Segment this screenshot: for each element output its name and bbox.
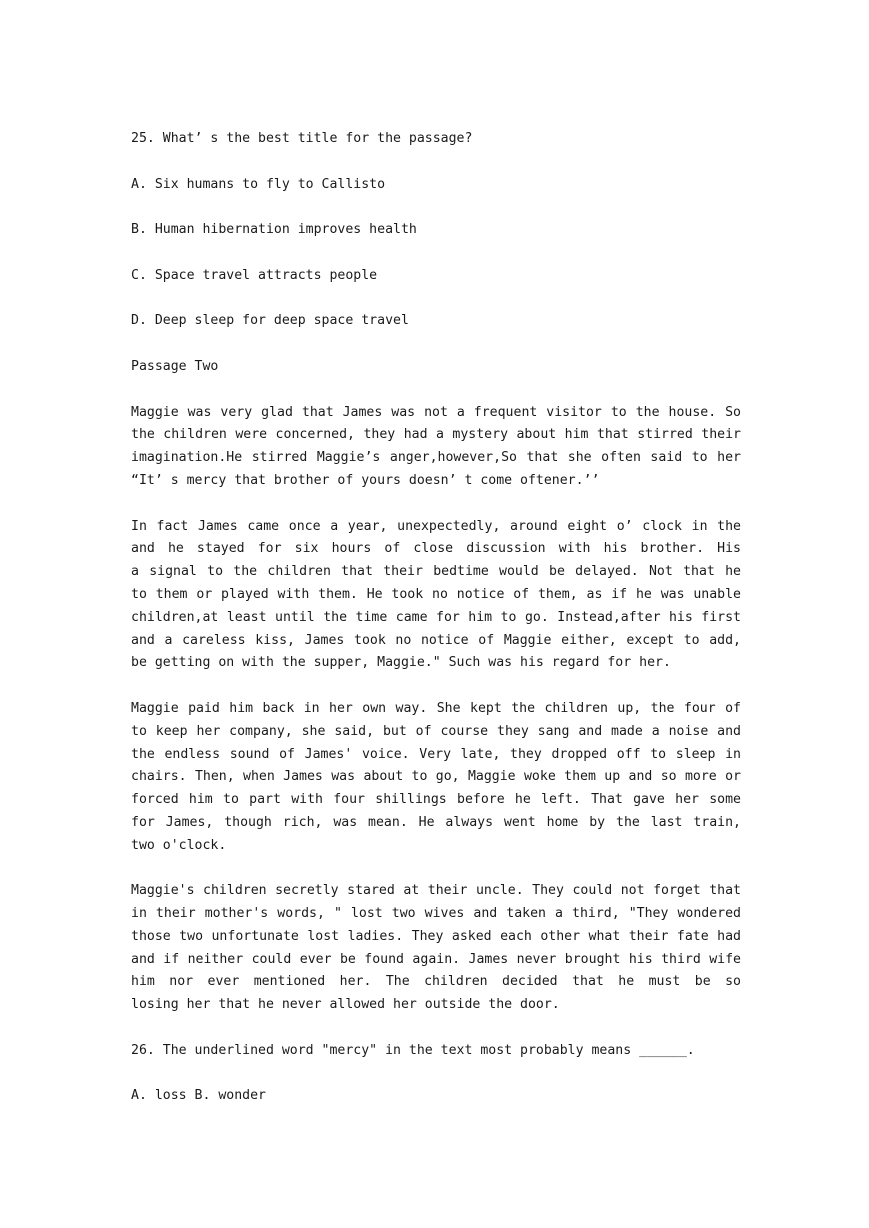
paragraph-line: Maggie paid him back in her own way. She kept the children up, the four of: [131, 700, 741, 716]
paragraph-line: and a careless kiss, James took no notice of Maggie either, except to add,: [131, 632, 741, 648]
option-b: B. Human hibernation improves health: [131, 222, 417, 238]
paragraph-line: In fact James came once a year, unexpectedly, around eight o’ clock in the: [131, 518, 741, 534]
paragraph-line: and he stayed for six hours of close discussion with his brother. His: [131, 541, 741, 557]
paragraph-line: to them or played with them. He took no notice of them, as if he was unable: [131, 586, 741, 602]
paragraph-line: children,at least until the time came for him to go. Instead,after his first: [131, 609, 741, 625]
question-26: [131, 1040, 741, 1108]
paragraph-line: him nor ever mentioned her. The children decided that he must be so: [131, 974, 741, 990]
paragraph-3: [131, 698, 741, 858]
paragraph-line: imagination.He stirred Maggie’s anger,however,So that she often said to her: [131, 450, 741, 466]
question-25-text: 25. What’ s the best title for the passage?: [131, 131, 473, 146]
paragraph-line: chairs. Then, when James was about to go, Maggie woke them up and so more or: [131, 769, 741, 785]
paragraph-line: forced him to part with four shillings before he left. That gave her some: [131, 792, 741, 808]
paragraph-1: [131, 402, 741, 493]
paragraph-line: two o'clock.: [131, 837, 227, 853]
option-d: D. Deep sleep for deep space travel: [131, 313, 409, 329]
paragraph-line: in their mother's words, " lost two wives and taken a third, "They wondered: [131, 906, 741, 922]
option-c: C. Space travel attracts people: [131, 267, 378, 283]
paragraph-line: “It’ s mercy that brother of yours doesn’ t come oftener.’’: [131, 472, 600, 488]
paragraph-line: the children were concerned, they had a mystery about him that stirred their: [131, 427, 741, 443]
paragraph-line: Maggie was very glad that James was not a frequent visitor to the house. So: [131, 404, 741, 420]
question-25: [131, 128, 741, 356]
paragraph-line: a signal to the children that their bedtime would be delayed. Not that he: [131, 564, 741, 580]
option-a: A. Six humans to fly to Callisto: [131, 176, 386, 192]
paragraph-line: the endless sound of James' voice. Very late, they dropped off to sleep in: [131, 746, 741, 762]
paragraph-line: those two unfortunate lost ladies. They asked each other what their fate had: [131, 928, 741, 944]
paragraph-line: to keep her company, she said, but of course they sang and made a noise and: [131, 723, 741, 739]
question-26-text: 26. The underlined word "mercy" in the text most probably means ______.: [131, 1042, 695, 1058]
paragraph-4: [131, 880, 741, 1017]
paragraph-line: and if neither could ever be found again. James never brought his third wife: [131, 951, 741, 967]
passage-heading: Passage Two: [131, 358, 219, 374]
paragraph-line: be getting on with the supper, Maggie." Such was his regard for her.: [131, 655, 671, 671]
paragraph-line: losing her that he never allowed her outside the door.: [131, 997, 560, 1013]
paragraph-line: Maggie's children secretly stared at their uncle. They could not forget that: [131, 883, 741, 899]
question-26-options: A. loss B. wonder: [131, 1088, 266, 1104]
paragraph-2: [131, 516, 741, 676]
paragraph-line: for James, though rich, was mean. He always went home by the last train,: [131, 814, 741, 830]
document-page: [131, 128, 741, 1108]
